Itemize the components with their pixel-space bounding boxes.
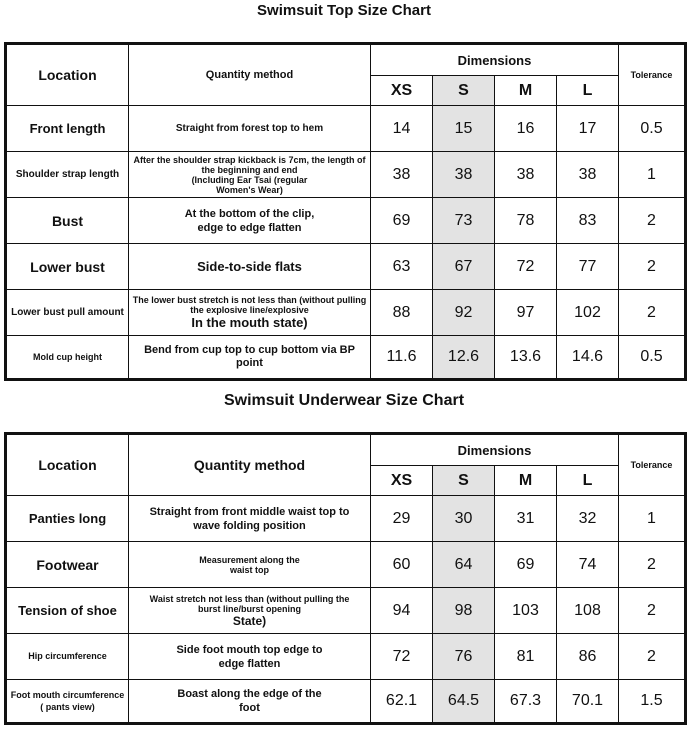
size-xs-header: XS [371,466,433,496]
cell-xs: 11.6 [371,336,433,380]
top-chart-title: Swimsuit Top Size Chart [257,2,431,19]
dimensions-header: Dimensions [371,434,619,466]
cell-s: 15 [433,106,495,152]
cell-s: 73 [433,198,495,244]
cell-tolerance: 2 [619,588,686,634]
method-line: Measurement along the [199,554,300,565]
cell-xs: 29 [371,496,433,542]
row-method [129,680,371,724]
method-line: In the mouth state) [191,314,308,330]
cell-m: 103 [495,588,557,634]
cell-m: 72 [495,244,557,290]
cell-l: 74 [557,542,619,588]
cell-tolerance: 0.5 [619,106,686,152]
row-location: Lower bust pull amount [6,290,129,336]
table-row [6,588,686,634]
row-method [129,542,371,588]
cell-m: 67.3 [495,680,557,724]
cell-l: 38 [557,152,619,198]
cell-xs: 94 [371,588,433,634]
row-location: Panties long [6,496,129,542]
table-row [6,336,686,380]
row-method [129,290,371,336]
cell-tolerance: 2 [619,634,686,680]
cell-xs: 63 [371,244,433,290]
cell-l: 86 [557,634,619,680]
cell-s: 64 [433,542,495,588]
method-line: Side-to-side flats [197,258,302,274]
size-s-header: S [433,466,495,496]
cell-m: 31 [495,496,557,542]
size-l-header: L [557,76,619,106]
cell-tolerance: 1 [619,152,686,198]
cell-s: 38 [433,152,495,198]
table-row [6,496,686,542]
cell-tolerance: 2 [619,542,686,588]
cell-l: 102 [557,290,619,336]
tolerance-header: Tolerance [619,44,686,106]
cell-l: 14.6 [557,336,619,380]
cell-s: 92 [433,290,495,336]
size-s-header: S [433,76,495,106]
cell-tolerance: 2 [619,244,686,290]
row-location: Front length [6,106,129,152]
method-line: Side foot mouth top edge to [176,643,323,656]
cell-s: 30 [433,496,495,542]
method-line: Straight from forest top to hem [175,122,324,134]
cell-l: 77 [557,244,619,290]
size-m-header: M [495,466,557,496]
row-method [129,336,371,380]
cell-l: 83 [557,198,619,244]
row-location: Hip circumference [6,634,129,680]
method-line: Boast along the edge of the [177,688,322,700]
size-l-header: L [557,466,619,496]
method-line: foot [239,702,260,714]
cell-l: 108 [557,588,619,634]
method-line: Waist stretch not less than (without pulling the [149,593,350,604]
top-size-table [4,42,687,381]
method-header: Quantity method [129,434,371,496]
cell-l: 32 [557,496,619,542]
table-row [6,244,686,290]
cell-s: 12.6 [433,336,495,380]
table-row [6,198,686,244]
row-location: Mold cup height [6,336,129,380]
method-line: After the shoulder strap kickback is 7cm, the length of the beginning and end [133,154,366,175]
cell-m: 69 [495,542,557,588]
table-row [6,290,686,336]
cell-xs: 62.1 [371,680,433,724]
method-header: Quantity method [129,44,371,106]
cell-s: 98 [433,588,495,634]
row-method [129,634,371,680]
table-row [6,634,686,680]
row-method [129,152,371,198]
cell-m: 78 [495,198,557,244]
method-line: edge to edge flatten [197,221,302,234]
cell-l: 70.1 [557,680,619,724]
cell-xs: 88 [371,290,433,336]
cell-xs: 69 [371,198,433,244]
row-location: Bust [6,198,129,244]
cell-m: 97 [495,290,557,336]
method-line: waist top [229,564,269,575]
location-header: Location [6,434,129,496]
method-line: edge flatten [218,657,281,670]
row-location: Foot mouth circumference ( pants view) [6,680,129,724]
method-line: Women's Wear) [216,184,283,195]
cell-tolerance: 2 [619,290,686,336]
method-line: The lower bust stretch is not less than (without pulling the explosive line/explosive [132,294,367,315]
cell-m: 38 [495,152,557,198]
method-line: Straight from front middle waist top to [149,505,350,518]
method-line: Bend from cup top to cup bottom via BP point [144,344,355,369]
method-line: burst line/burst opening [198,603,301,614]
cell-s: 64.5 [433,680,495,724]
bottom-size-table [4,432,687,725]
row-method [129,106,371,152]
cell-xs: 60 [371,542,433,588]
table-row [6,152,686,198]
cell-xs: 14 [371,106,433,152]
dimensions-header: Dimensions [371,44,619,76]
row-method [129,244,371,290]
tolerance-header: Tolerance [619,434,686,496]
cell-tolerance: 1 [619,496,686,542]
row-method [129,496,371,542]
table-row [6,680,686,724]
cell-tolerance: 0.5 [619,336,686,380]
cell-s: 67 [433,244,495,290]
row-location: Footwear [6,542,129,588]
size-m-header: M [495,76,557,106]
row-method [129,198,371,244]
cell-l: 17 [557,106,619,152]
method-line: At the bottom of the clip, [184,207,315,220]
cell-m: 13.6 [495,336,557,380]
cell-m: 16 [495,106,557,152]
row-location: Tension of shoe [6,588,129,634]
size-xs-header: XS [371,76,433,106]
method-line: (Including Ear Tsai (regular [191,174,308,185]
cell-xs: 72 [371,634,433,680]
cell-s: 76 [433,634,495,680]
cell-m: 81 [495,634,557,680]
method-line: wave folding position [193,519,306,532]
row-method [129,588,371,634]
row-location: Lower bust [6,244,129,290]
table-row [6,106,686,152]
location-header: Location [6,44,129,106]
cell-xs: 38 [371,152,433,198]
cell-tolerance: 2 [619,198,686,244]
bottom-chart-title: Swimsuit Underwear Size Chart [223,392,465,409]
table-row [6,542,686,588]
row-location: Shoulder strap length [6,152,129,198]
method-line: State) [232,613,267,628]
cell-tolerance: 1.5 [619,680,686,724]
